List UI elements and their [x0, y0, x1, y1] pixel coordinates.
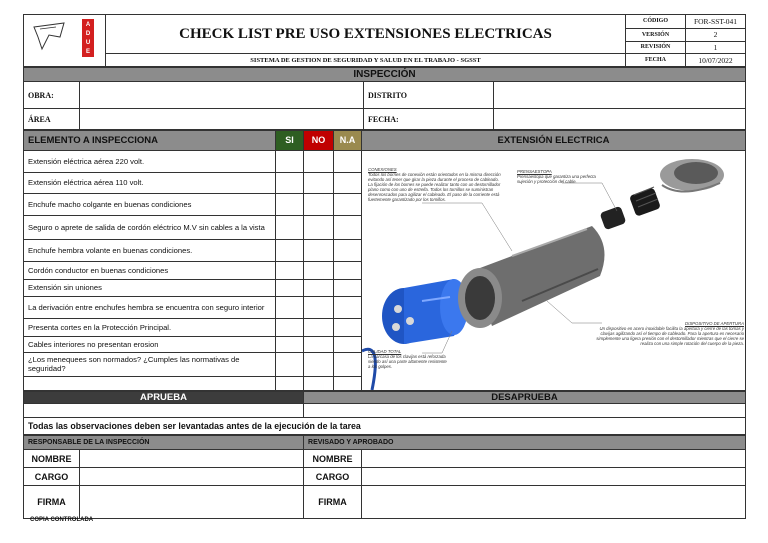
- fecha-field[interactable]: [494, 109, 746, 130]
- na-cell[interactable]: [334, 194, 362, 216]
- nombre-label: NOMBRE: [24, 450, 80, 468]
- code-label: CÓDIGO: [626, 15, 686, 29]
- no-cell[interactable]: [304, 352, 334, 376]
- firma-label: FIRMA: [24, 486, 80, 519]
- logo-graphic: [24, 15, 106, 61]
- obra-label: OBRA:: [24, 82, 80, 109]
- code-value: FOR-SST-041: [686, 15, 746, 29]
- extension-header: EXTENSIÓN ELECTRICA: [362, 131, 746, 151]
- na-cell[interactable]: [334, 280, 362, 296]
- si-cell[interactable]: [276, 261, 304, 279]
- cargo-field-left[interactable]: [80, 468, 304, 486]
- desaprueba-option[interactable]: DESAPRUEBA: [304, 392, 746, 404]
- checklist-item: Extensión sin uniones: [24, 280, 276, 296]
- firma-field-right[interactable]: [362, 486, 746, 519]
- socket-cap-shape: [660, 159, 724, 192]
- nombre-field-left[interactable]: [80, 450, 304, 468]
- si-cell[interactable]: [276, 194, 304, 216]
- si-cell[interactable]: [276, 336, 304, 352]
- responsible-title: RESPONSABLE DE LA INSPECCIÓN: [24, 436, 304, 450]
- nombre-field-right[interactable]: [362, 450, 746, 468]
- checklist-item: Extensión eléctrica aérea 220 volt.: [24, 151, 276, 173]
- si-cell[interactable]: [276, 172, 304, 194]
- no-cell[interactable]: [304, 280, 334, 296]
- aprueba-option[interactable]: APRUEBA: [24, 392, 304, 404]
- firma-label-right: FIRMA: [304, 486, 362, 519]
- na-cell[interactable]: [334, 240, 362, 262]
- reviewed-title: REVISADO Y APROBADO: [304, 436, 746, 450]
- cargo-label-right: CARGO: [304, 468, 362, 486]
- na-cell[interactable]: [334, 151, 362, 173]
- no-cell[interactable]: [304, 194, 334, 216]
- area-label: ÁREA: [24, 109, 80, 130]
- no-cell[interactable]: [304, 151, 334, 173]
- element-header: ELEMENTO A INSPECCIONA: [24, 131, 276, 151]
- si-cell[interactable]: [276, 319, 304, 336]
- no-cell[interactable]: [304, 319, 334, 336]
- checklist-item: Enchufe macho colgante en buenas condiciones: [24, 194, 276, 216]
- na-cell[interactable]: [334, 319, 362, 336]
- firma-field-left[interactable]: [80, 486, 304, 519]
- form-title: CHECK LIST PRE USO EXTENSIONES ELECTRICAS: [106, 15, 626, 54]
- controlled-copy-note: COPIA CONTROLADA: [30, 517, 94, 523]
- na-header: N.A: [334, 131, 362, 151]
- no-cell[interactable]: [304, 240, 334, 262]
- area-field[interactable]: [80, 109, 364, 130]
- cargo-field-right[interactable]: [362, 468, 746, 486]
- desaprueba-field[interactable]: [304, 404, 746, 418]
- observations-note: Todas las observaciones deben ser levantadas antes de la ejecución de la tarea: [24, 418, 746, 435]
- annotation-gland: PRENSAESTOPA Prensaestopa que garantiza una perfecta sujeción y protección del cable.: [517, 169, 596, 184]
- no-cell[interactable]: [304, 376, 334, 390]
- na-cell[interactable]: [334, 261, 362, 279]
- si-cell[interactable]: [276, 376, 304, 390]
- si-cell[interactable]: [276, 296, 304, 319]
- logo-text: ADUE: [85, 22, 91, 55]
- na-cell[interactable]: [334, 352, 362, 376]
- si-cell[interactable]: [276, 240, 304, 262]
- date-value: 10/07/2022: [686, 54, 746, 67]
- annotation-quality: CALIDAD TOTAL La carcasa de los clavijas está reforzada siendo así una parte altamente resistente a los golpes.: [368, 349, 447, 369]
- aprueba-field[interactable]: [24, 404, 304, 418]
- na-cell[interactable]: [334, 296, 362, 319]
- no-cell[interactable]: [304, 172, 334, 194]
- si-cell[interactable]: [276, 352, 304, 376]
- checklist-item: La derivación entre enchufes hembra se encuentra con seguro interior: [24, 296, 276, 319]
- revision-value: 1: [686, 41, 746, 54]
- no-cell[interactable]: [304, 296, 334, 319]
- extension-image: [362, 151, 746, 391]
- checklist-form: [23, 14, 745, 519]
- gray-socket-shape: [458, 226, 605, 328]
- nombre-label-right: NOMBRE: [304, 450, 362, 468]
- no-header: NO: [304, 131, 334, 151]
- checklist-item: Presenta cortes en la Protección Principal.: [24, 319, 276, 336]
- form-header: [23, 14, 746, 67]
- form-subtitle: SISTEMA DE GESTION DE SEGURIDAD Y SALUD EN EL TRABAJO - SGSST: [106, 54, 626, 67]
- cargo-label: CARGO: [24, 468, 80, 486]
- fecha-label: FECHA:: [364, 109, 494, 130]
- checklist-item-empty: [24, 376, 276, 390]
- result-section: [23, 391, 746, 435]
- checklist-table: [23, 130, 746, 391]
- na-cell[interactable]: [334, 336, 362, 352]
- no-cell[interactable]: [304, 215, 334, 240]
- inspection-section: [23, 67, 746, 130]
- no-cell[interactable]: [304, 336, 334, 352]
- annotation-connections: CONEXIONES Todos los bornes de conexión están orientados en la misma dirección evitando así tener que girar la pieza durante el proceso de cableado. La fijación de los bornes se puede realizar tanto con un destornillador plano como con uno de estrella. Todos los tornillos se suministran desenroscados para agilizar el cableado. El paso de la corriente está fuertemente garantizado por los tornillos.: [368, 167, 501, 202]
- distrito-label: DISTRITO: [364, 82, 494, 109]
- gland-parts-shape: [600, 187, 661, 230]
- blue-plug-shape: [382, 279, 468, 344]
- si-cell[interactable]: [276, 280, 304, 296]
- annotation-opening: DISPOSITIVO DE APERTURA Un dispositivo en acero inoxidable facilita la apertura y cierre de las tomas y clavijas agilizando así el tiempo de cableado. Para la apertura es necesario simplemente una ligera presión con el destornillador mientras que el cierre se realiza con una simple rotación del cuerpo de la pieza.: [596, 321, 744, 346]
- inspection-title: INSPECCIÓN: [24, 68, 746, 82]
- na-cell[interactable]: [334, 215, 362, 240]
- date-label: FECHA: [626, 54, 686, 67]
- version-label: VERSIÓN: [626, 28, 686, 41]
- na-cell[interactable]: [334, 376, 362, 390]
- signature-section: [23, 435, 746, 519]
- obra-field[interactable]: [80, 82, 364, 109]
- revision-label: REVISIÓN: [626, 41, 686, 54]
- checklist-item: Enchufe hembra volante en buenas condiciones.: [24, 240, 276, 262]
- si-header: SI: [276, 131, 304, 151]
- no-cell[interactable]: [304, 261, 334, 279]
- na-cell[interactable]: [334, 172, 362, 194]
- distrito-field[interactable]: [494, 82, 746, 109]
- checklist-item: Extensión eléctrica aérea 110 volt.: [24, 172, 276, 194]
- checklist-item: Cables interiores no presentan erosion: [24, 336, 276, 352]
- si-cell[interactable]: [276, 151, 304, 173]
- si-cell[interactable]: [276, 215, 304, 240]
- checklist-item: Cordón conductor en buenas condiciones: [24, 261, 276, 279]
- version-value: 2: [686, 28, 746, 41]
- company-logo: [24, 15, 106, 67]
- checklist-item: ¿Los menequees son normados? ¿Cumples las normativas de seguridad?: [24, 352, 276, 376]
- checklist-item: Seguro o aprete de salida de cordón eléctrico M.V sin cables a la vista: [24, 215, 276, 240]
